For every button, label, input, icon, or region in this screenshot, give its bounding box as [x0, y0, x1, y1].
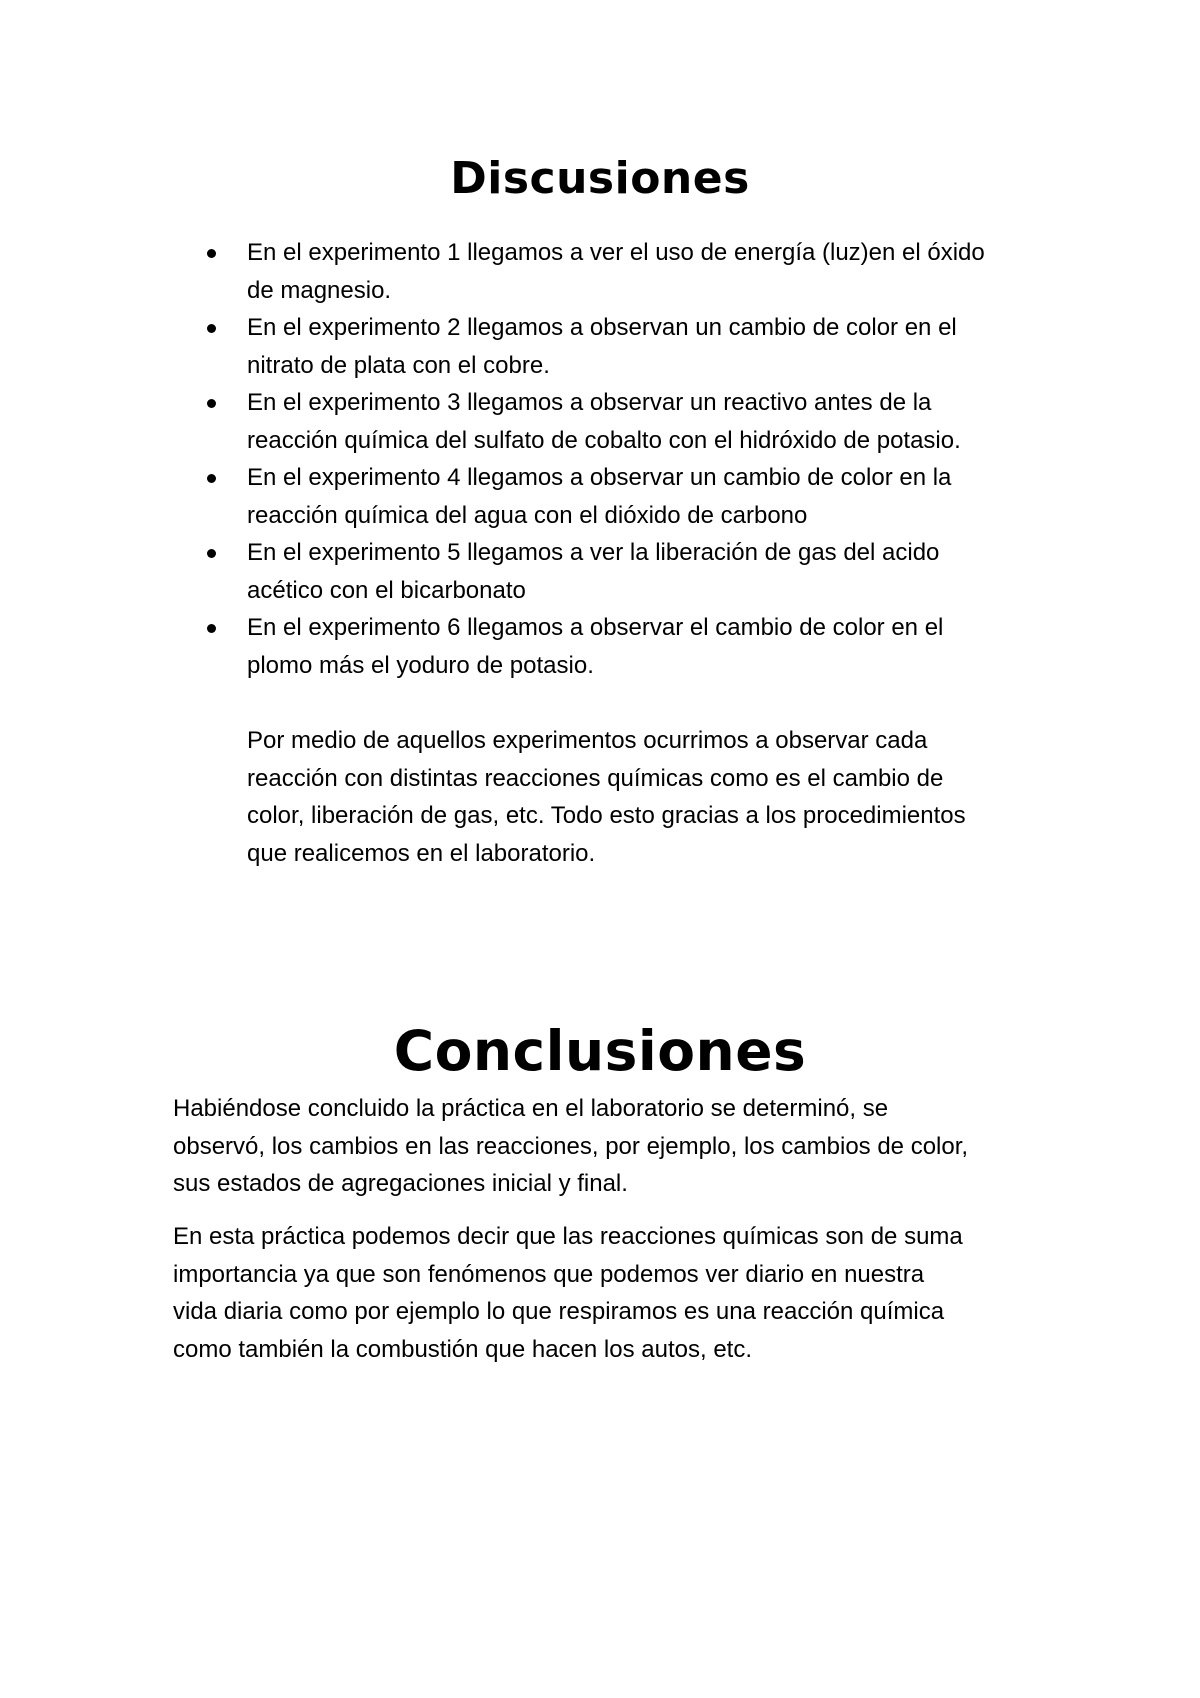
summary-line: color, liberación de gas, etc. Todo esto gracias a los procedimientos [247, 802, 966, 829]
list-item-line: reacción química del agua con el dióxido de carbono [247, 501, 808, 529]
paragraph-line: sus estados de agregaciones inicial y final. [173, 1170, 628, 1197]
paragraph-line: Habiéndose concluido la práctica en el laboratorio se determinó, se [173, 1095, 889, 1122]
summary-line: Por medio de aquellos experimentos ocurrimos a observar cada [247, 727, 928, 754]
list-item [0, 459, 1047, 534]
list-item-line: En el experimento 2 llegamos a observan un cambio de color en el [247, 314, 957, 341]
bullet-icon [207, 624, 216, 633]
bullet-icon [207, 249, 216, 258]
list-item-line: nitrato de plata con el cobre. [247, 351, 550, 379]
list-item [0, 384, 1047, 459]
paragraph-line: como también la combustión que hacen los autos, etc. [173, 1335, 752, 1363]
bullet-icon [207, 399, 216, 408]
discusiones-list [0, 234, 1200, 684]
summary-line: que realicemos en el laboratorio. [247, 839, 596, 867]
list-item-line: En el experimento 5 llegamos a ver la liberación de gas del acido [247, 539, 940, 566]
list-item [0, 534, 1047, 609]
summary-line: reacción con distintas reacciones químicas como es el cambio de [247, 764, 944, 792]
paragraph-line: observó, los cambios en las reacciones, por ejemplo, los cambios de color, [173, 1132, 969, 1160]
bullet-icon [207, 549, 216, 558]
conclusiones-heading: Conclusiones [393, 1019, 807, 1083]
conclusiones-paragraph-2 [173, 1218, 1053, 1368]
list-item-line: En el experimento 4 llegamos a observar un cambio de color en la [247, 464, 952, 491]
conclusiones-paragraph-1 [173, 1090, 1053, 1203]
paragraph-line: vida diaria como por ejemplo lo que respiramos es una reacción química [173, 1298, 945, 1325]
list-item-line: de magnesio. [247, 276, 392, 304]
discusiones-summary [247, 722, 1047, 872]
list-item [0, 309, 1047, 384]
list-item [0, 234, 1047, 309]
list-item-line: reacción química del sulfato de cobalto con el hidróxido de potasio. [247, 426, 961, 454]
list-item-line: acético con el bicarbonato [247, 576, 526, 604]
bullet-icon [207, 324, 216, 333]
list-item-line: En el experimento 6 llegamos a observar el cambio de color en el [247, 614, 944, 641]
paragraph-line: En esta práctica podemos decir que las reacciones químicas son de suma [173, 1223, 963, 1250]
list-item-line: En el experimento 1 llegamos a ver el uso de energía (luz)en el óxido [247, 239, 985, 266]
list-item [0, 609, 1047, 684]
list-item-line: En el experimento 3 llegamos a observar un reactivo antes de la [247, 389, 932, 416]
bullet-icon [207, 474, 216, 483]
paragraph-line: importancia ya que son fenómenos que podemos ver diario en nuestra [173, 1260, 925, 1288]
discusiones-heading: Discusiones [450, 153, 750, 204]
list-item-line: plomo más el yoduro de potasio. [247, 651, 594, 679]
